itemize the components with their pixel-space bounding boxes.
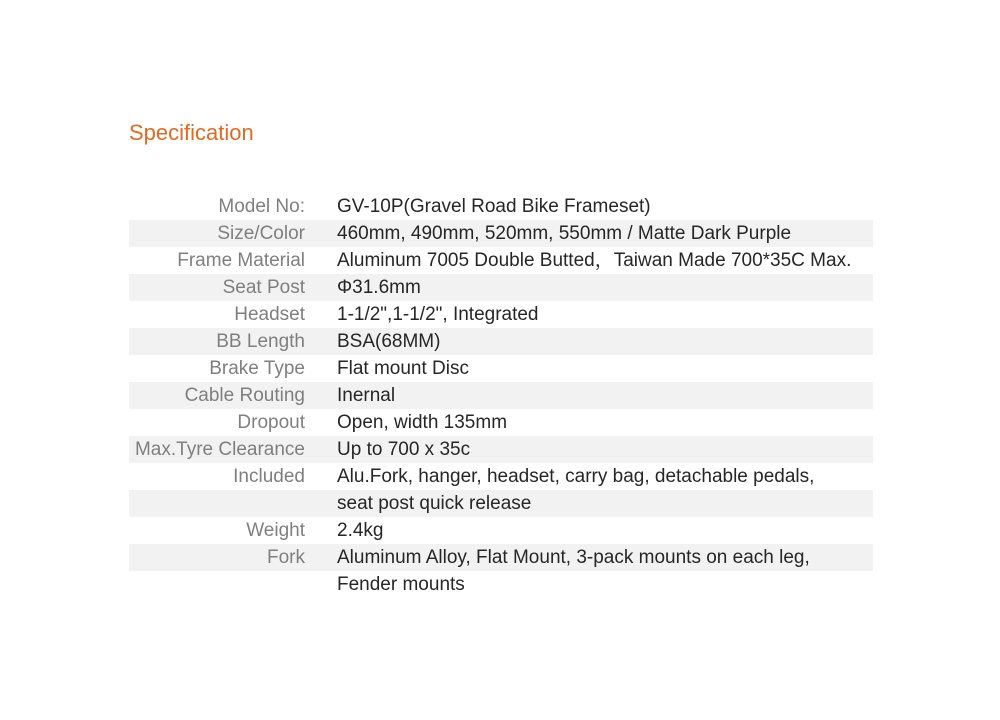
- spec-value: Fender mounts: [337, 574, 465, 595]
- spec-label: Weight: [246, 520, 305, 541]
- spec-row-size-color: [129, 220, 873, 247]
- spec-table: [129, 193, 873, 598]
- spec-label: Frame Material: [177, 250, 305, 271]
- spec-value: seat post quick release: [337, 490, 873, 517]
- spec-label: [129, 490, 305, 517]
- spec-value: 460mm, 490mm, 520mm, 550mm / Matte Dark Purple: [337, 220, 873, 247]
- spec-value: Inernal: [337, 382, 873, 409]
- spec-value: Alu.Fork, hanger, headset, carry bag, detachable pedals,: [337, 466, 815, 487]
- spec-row-fork: [129, 544, 873, 571]
- spec-row-seat-post: [129, 274, 873, 301]
- spec-row-included-continued: [129, 490, 873, 517]
- spec-row-frame-material: [129, 247, 873, 274]
- spec-row-tyre-clearance: [129, 436, 873, 463]
- spec-row-dropout: [129, 409, 873, 436]
- spec-label: Included: [233, 466, 305, 487]
- spec-value: BSA(68MM): [337, 328, 873, 355]
- spec-label: Cable Routing: [129, 382, 305, 409]
- spec-label: [129, 571, 305, 598]
- spec-row-fork-continued: [129, 571, 873, 598]
- spec-label: Max.Tyre Clearance: [129, 436, 305, 463]
- spec-label: Seat Post: [129, 274, 305, 301]
- spec-label: Fork: [129, 544, 305, 571]
- spec-value: Open, width 135mm: [337, 412, 508, 433]
- spec-label: Model No:: [218, 196, 305, 217]
- spec-row-brake-type: [129, 355, 873, 382]
- spec-label: BB Length: [129, 328, 305, 355]
- spec-row-cable-routing: [129, 382, 873, 409]
- spec-row-bb-length: [129, 328, 873, 355]
- spec-value: Flat mount Disc: [337, 358, 469, 379]
- spec-row-weight: [129, 517, 873, 544]
- spec-label: Headset: [234, 304, 305, 325]
- page-title: Specification: [129, 120, 254, 145]
- spec-row-headset: [129, 301, 873, 328]
- spec-value: Up to 700 x 35c: [337, 436, 873, 463]
- spec-row-model: [129, 193, 873, 220]
- spec-row-included: [129, 463, 873, 490]
- spec-value: Φ31.6mm: [337, 274, 873, 301]
- spec-label: Size/Color: [129, 220, 305, 247]
- spec-value: 2.4kg: [337, 520, 384, 541]
- spec-value: Aluminum 7005 Double Butted，Taiwan Made 700*35C Max.: [337, 250, 852, 271]
- spec-label: Dropout: [237, 412, 305, 433]
- spec-label: Brake Type: [209, 358, 305, 379]
- spec-value: 1-1/2",1-1/2", Integrated: [337, 304, 539, 325]
- spec-value: Aluminum Alloy, Flat Mount, 3-pack mounts on each leg,: [337, 544, 873, 571]
- spec-value: GV-10P(Gravel Road Bike Frameset): [337, 196, 651, 217]
